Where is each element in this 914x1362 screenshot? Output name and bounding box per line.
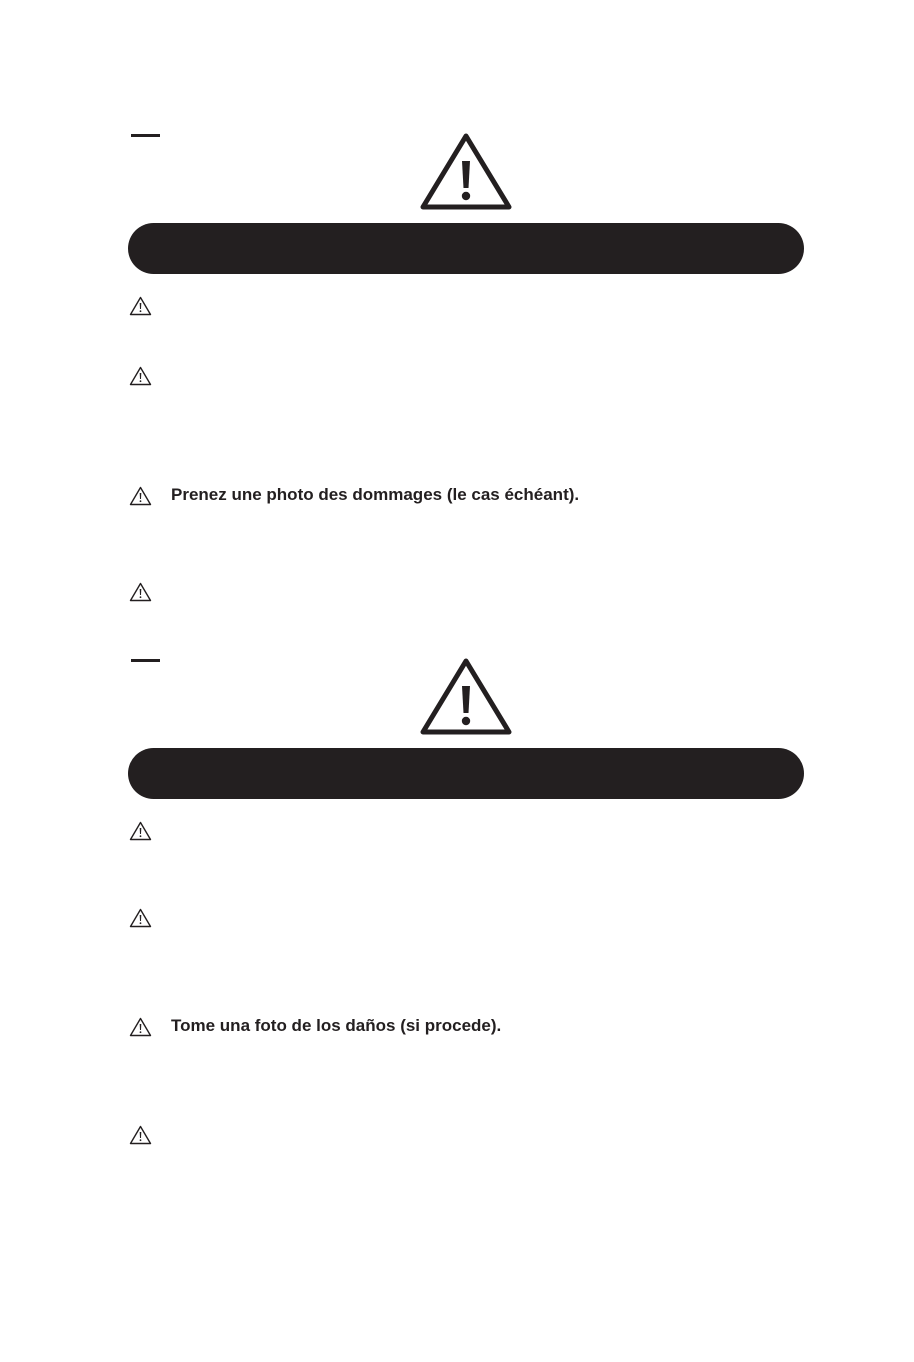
- warning-triangle-icon: [129, 366, 152, 386]
- warning-triangle-icon: [129, 1017, 152, 1037]
- warning-triangle-icon: [129, 1125, 152, 1145]
- section-dash: [131, 659, 160, 662]
- warning-triangle-icon: [129, 908, 152, 928]
- warning-triangle-icon: [129, 486, 152, 506]
- warning-triangle-icon: [129, 582, 152, 602]
- section-banner: [128, 223, 804, 274]
- warning-triangle-icon: [129, 821, 152, 841]
- warning-triangle-icon: [129, 296, 152, 316]
- section-banner: [128, 748, 804, 799]
- warning-triangle-icon: [418, 656, 514, 736]
- section-dash: [131, 134, 160, 137]
- list-item-text: Prenez une photo des dommages (le cas échéant).: [171, 485, 580, 504]
- list-item-text: Tome una foto de los daños (si procede).: [171, 1016, 502, 1035]
- warning-triangle-icon: [418, 131, 514, 211]
